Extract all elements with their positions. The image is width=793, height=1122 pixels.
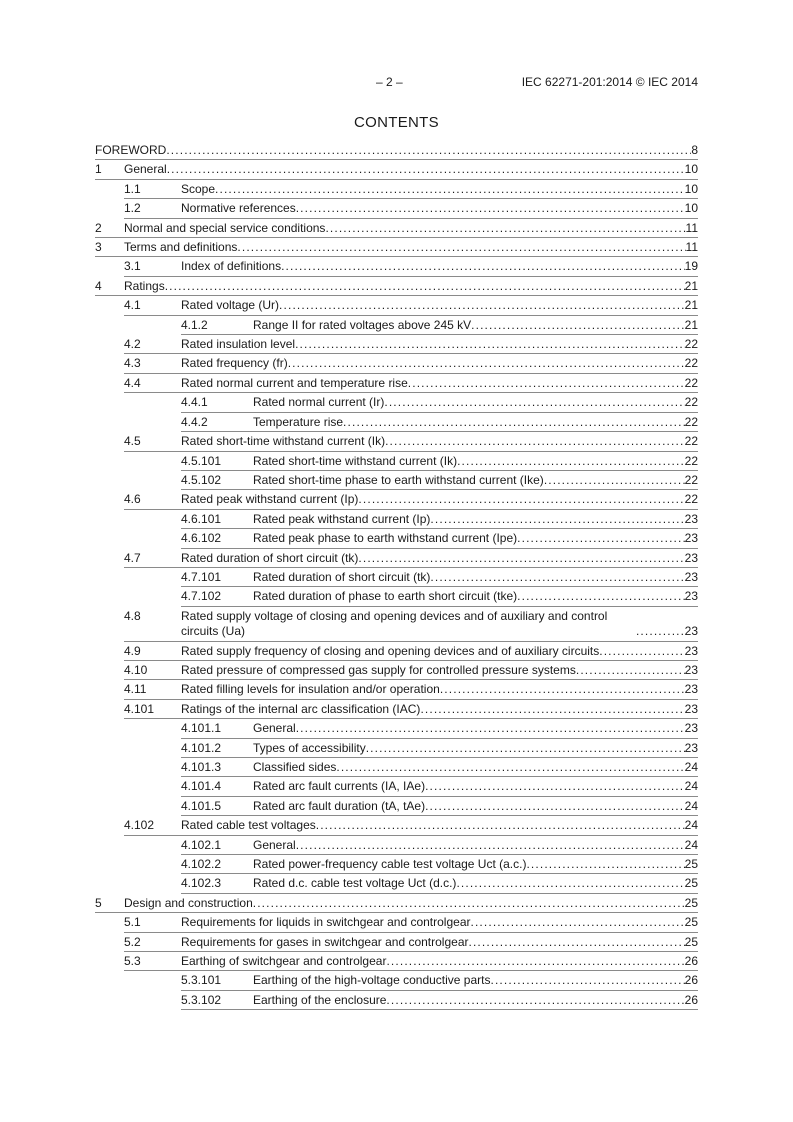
toc-entry[interactable]: [95, 874, 698, 893]
toc-entry-page: 25: [684, 895, 698, 910]
toc-entry-number: 4.6.101: [181, 511, 222, 526]
dot-leader: [343, 415, 685, 430]
toc-entry-page: 25: [684, 857, 698, 872]
dot-leader: [279, 298, 685, 313]
toc-entry-page: 8: [691, 143, 698, 157]
toc-entry[interactable]: [95, 661, 698, 680]
toc-entry-title: Terms and definitions: [124, 240, 238, 255]
toc-entry[interactable]: [95, 180, 698, 199]
toc-entry-title: Rated duration of short circuit (tk): [181, 550, 359, 565]
toc-entry[interactable]: [95, 991, 698, 1010]
toc-entry-number: 4.101.4: [181, 779, 222, 794]
toc-entry[interactable]: [95, 642, 698, 661]
toc-entry-title: Earthing of the enclosure: [253, 992, 387, 1007]
toc-entry-page: 21: [684, 298, 698, 313]
toc-entry-page: 24: [684, 760, 698, 774]
dot-leader: [599, 644, 684, 659]
toc-entry-number: 4.4.2: [181, 414, 208, 429]
dot-leader: [237, 240, 685, 255]
toc-entry-number: 4.101.5: [181, 798, 222, 813]
dot-leader: [517, 589, 685, 604]
dot-leader: [165, 279, 685, 294]
toc-entry-page: 24: [684, 779, 698, 794]
toc-entry-number: 4.2: [124, 337, 141, 352]
toc-entry[interactable]: [95, 374, 698, 393]
dot-leader: [288, 356, 685, 371]
toc-entry-title: Earthing of switchgear and controlgear: [181, 954, 387, 969]
toc-entry[interactable]: [95, 160, 698, 179]
dot-leader: [358, 492, 684, 507]
toc-entry-title: Rated supply frequency of closing and opening devices and of auxiliary circuits: [181, 643, 600, 658]
toc-entry-title: Classified sides: [253, 760, 337, 774]
toc-entry-page: 23: [684, 740, 698, 755]
dot-leader: [456, 876, 684, 891]
toc-entry[interactable]: [95, 316, 698, 335]
toc-entry-number: 4: [95, 278, 102, 293]
toc-entry-page: 23: [684, 569, 698, 584]
toc-entry-title: FOREWORD: [95, 143, 167, 157]
dot-leader: [358, 551, 684, 566]
toc-entry-number: 4.102.2: [181, 857, 222, 872]
dot-leader: [440, 682, 685, 697]
contents-title: CONTENTS: [354, 114, 439, 131]
dot-leader: [296, 201, 685, 216]
dot-leader: [281, 259, 685, 274]
toc-entry-number: 4.7: [124, 550, 141, 565]
toc-entry-number: 4.10: [124, 662, 148, 677]
toc-entry-page: 19: [684, 259, 698, 274]
toc-entry-page: 23: [684, 589, 698, 604]
toc-entry-page: 22: [684, 492, 698, 507]
toc-entry-page: 11: [685, 220, 698, 235]
document-id: IEC 62271-201:2014 © IEC 2014: [521, 75, 698, 89]
dot-leader: [385, 434, 685, 449]
toc-entry-number: 4.5.102: [181, 472, 222, 487]
toc-entry-number: 4.101.3: [181, 760, 222, 774]
dot-leader: [526, 857, 684, 872]
dot-leader: [468, 935, 684, 950]
toc-entry-title: Earthing of the high-voltage conductive parts: [253, 973, 491, 988]
toc-entry-title: Range II for rated voltages above 245 kV: [253, 317, 472, 332]
toc-entry[interactable]: [95, 393, 698, 412]
toc-entry-number: 5.3: [124, 954, 141, 969]
toc-entry-number: 4.9: [124, 643, 141, 658]
toc-entry-number: 5.1: [124, 915, 141, 930]
toc-entry-title: Rated arc fault currents (IA, IAe): [253, 779, 426, 794]
toc-entry[interactable]: [95, 277, 698, 296]
toc-entry-title: Requirements for gases in switchgear and controlgear: [181, 934, 469, 949]
dot-leader: [386, 993, 684, 1008]
toc-entry[interactable]: [95, 952, 698, 971]
toc-entry-title: Temperature rise: [253, 414, 344, 429]
toc-entry-number: 4.7.101: [181, 569, 222, 584]
toc-entry[interactable]: [95, 296, 698, 315]
toc-entry-page: 23: [684, 721, 698, 736]
toc-entry[interactable]: [95, 257, 698, 276]
dot-leader: [430, 512, 684, 527]
toc-entry-number: 5.3.102: [181, 992, 222, 1007]
toc-entry-number: 5: [95, 895, 102, 910]
toc-entry-page: 26: [684, 992, 698, 1007]
toc-entry[interactable]: [95, 199, 698, 218]
toc-entry-title: Index of definitions: [181, 259, 282, 274]
toc-entry-title: Normative references: [181, 201, 296, 216]
dot-leader: [325, 221, 685, 236]
toc-entry-number: 1.1: [124, 181, 141, 196]
toc-entry-number: 4.102.3: [181, 876, 222, 891]
toc-entry[interactable]: [95, 836, 698, 855]
dot-leader: [253, 896, 685, 911]
toc-entry-page: 24: [684, 837, 698, 852]
toc-entry[interactable]: [95, 758, 698, 777]
toc-entry-number: 4.4.1: [181, 395, 208, 410]
toc-entry-number: 2: [95, 220, 102, 235]
toc-entry-number: 4.3: [124, 356, 141, 371]
toc-entry-number: 4.101: [124, 701, 155, 716]
toc-entry[interactable]: [95, 680, 698, 699]
toc-entry-title: Design and construction: [124, 895, 253, 910]
dot-leader: [366, 741, 685, 756]
toc-entry-number: 4.7.102: [181, 589, 222, 604]
toc-entry-number: 4.1: [124, 298, 141, 313]
toc-entry-title: Requirements for liquids in switchgear and controlgear: [181, 915, 471, 930]
toc-entry-page: 10: [684, 201, 698, 216]
toc-entry-page: 25: [684, 876, 698, 891]
toc-entry-title: Rated normal current (Ir): [253, 395, 385, 410]
toc-entry-title: Rated peak withstand current (Ip): [181, 492, 359, 507]
toc-entry-page: 26: [684, 973, 698, 988]
toc-entry[interactable]: [95, 471, 698, 490]
toc-entry-number: 4.5: [124, 434, 141, 449]
toc-entry-title: Ratings of the internal arc classification (IAC): [181, 701, 421, 716]
toc-entry[interactable]: [95, 354, 698, 373]
dot-leader: [636, 624, 685, 639]
table-of-contents: [95, 141, 698, 1010]
dot-leader: [544, 473, 685, 488]
page-header: [95, 75, 698, 93]
toc-entry[interactable]: [95, 894, 698, 913]
toc-entry-number: 4.102: [124, 818, 155, 833]
toc-entry-title: Rated d.c. cable test voltage Uct (d.c.): [253, 876, 457, 891]
toc-entry[interactable]: [95, 452, 698, 471]
toc-entry-page: 23: [684, 511, 698, 526]
dot-leader: [386, 954, 684, 969]
toc-entry[interactable]: [95, 797, 698, 816]
toc-entry[interactable]: [95, 219, 698, 238]
toc-entry-title: Rated peak phase to earth withstand current (Ipe): [253, 531, 518, 546]
toc-entry-number: 4.6.102: [181, 531, 222, 546]
toc-entry[interactable]: [95, 739, 698, 758]
toc-entry-page: 10: [684, 181, 698, 196]
toc-entry-page: 22: [684, 414, 698, 429]
toc-entry-page: 23: [684, 550, 698, 565]
toc-entry[interactable]: [95, 549, 698, 568]
dot-leader: [384, 395, 684, 410]
toc-entry-page: 24: [684, 818, 698, 833]
toc-entry-title: Rated short-time withstand current (Ik): [181, 434, 386, 449]
toc-entry-number: 4.102.1: [181, 837, 222, 852]
toc-entry[interactable]: [95, 777, 698, 796]
dot-leader: [576, 663, 685, 678]
toc-entry[interactable]: [95, 607, 698, 642]
toc-entry-page: 23: [684, 624, 698, 639]
toc-entry[interactable]: [95, 335, 698, 354]
toc-entry-page: 23: [684, 662, 698, 677]
toc-entry[interactable]: [95, 933, 698, 952]
toc-entry-number: 4.11: [124, 682, 147, 697]
toc-entry-number: 4.5.101: [181, 453, 222, 468]
toc-entry-page: 22: [684, 356, 698, 371]
toc-entry-page: 10: [684, 162, 698, 177]
dot-leader: [430, 570, 684, 585]
dot-leader: [215, 182, 685, 197]
toc-entry[interactable]: [95, 971, 698, 990]
toc-entry-number: 4.101.1: [181, 721, 222, 736]
toc-entry-page: 11: [685, 240, 698, 255]
toc-entry[interactable]: [95, 413, 698, 432]
toc-entry-page: 22: [684, 472, 698, 487]
toc-entry[interactable]: [95, 568, 698, 587]
toc-entry-title: Rated short-time phase to earth withstand current (Ike): [253, 472, 544, 487]
toc-entry[interactable]: [95, 855, 698, 874]
toc-entry-page: 22: [684, 434, 698, 449]
toc-entry-number: 3: [95, 240, 102, 255]
toc-entry-page: 23: [684, 682, 698, 697]
toc-entry[interactable]: [95, 141, 698, 160]
toc-entry-number: 4.6: [124, 492, 141, 507]
toc-entry-page: 23: [684, 531, 698, 546]
toc-entry-number: 5.3.101: [181, 973, 222, 988]
toc-entry-title: Rated power-frequency cable test voltage Uct (a.c.): [253, 857, 527, 872]
toc-entry-title: General: [253, 721, 296, 736]
toc-entry[interactable]: [95, 700, 698, 719]
toc-entry-title: Rated duration of short circuit (tk): [253, 569, 431, 584]
toc-entry-page: 21: [684, 317, 698, 332]
toc-entry-title: Rated pressure of compressed gas supply for controlled pressure systems: [181, 662, 576, 677]
toc-entry-title: Rated short-time withstand current (Ik): [253, 453, 458, 468]
toc-entry[interactable]: [95, 719, 698, 738]
dot-leader: [425, 779, 685, 794]
toc-entry[interactable]: [95, 490, 698, 509]
dot-leader: [316, 818, 685, 833]
toc-entry-title: Rated peak withstand current (Ip): [253, 511, 431, 526]
toc-entry-number: 1.2: [124, 201, 141, 216]
toc-entry-number: 4.4: [124, 375, 141, 390]
toc-entry-title: Rated supply voltage of closing and opening devices and of auxiliary and control circuits (Ua): [181, 608, 611, 639]
toc-entry-page: 22: [684, 453, 698, 468]
dot-leader: [420, 702, 684, 717]
toc-entry-number: 4.1.2: [181, 317, 208, 332]
dot-leader: [470, 915, 684, 930]
dot-leader: [295, 337, 685, 352]
dot-leader: [167, 162, 685, 177]
toc-entry-page: 23: [684, 643, 698, 658]
toc-entry-title: Rated voltage (Ur): [181, 298, 280, 313]
toc-entry-page: 22: [684, 375, 698, 390]
toc-entry[interactable]: [95, 529, 698, 548]
toc-entry[interactable]: [95, 816, 698, 835]
toc-entry-title: Rated cable test voltages: [181, 818, 316, 833]
dot-leader: [296, 721, 685, 736]
toc-entry-page: 21: [684, 278, 698, 293]
toc-entry-title: General: [124, 162, 167, 177]
dot-leader: [490, 973, 684, 988]
toc-entry-number: 4.8: [124, 608, 141, 623]
toc-entry-title: Rated arc fault duration (tA, tAe): [253, 798, 426, 813]
page-number: – 2 –: [376, 75, 403, 89]
dot-leader: [457, 454, 685, 469]
toc-entry-title: Scope: [181, 181, 216, 196]
toc-entry-title: Rated filling levels for insulation and/or operation: [181, 682, 440, 697]
dot-leader: [166, 143, 691, 158]
toc-entry[interactable]: [95, 510, 698, 529]
toc-entry-title: Ratings: [124, 278, 165, 293]
dot-leader: [471, 318, 685, 333]
toc-entry-page: 24: [684, 798, 698, 813]
toc-entry-title: Rated duration of phase to earth short circuit (tke): [253, 589, 518, 604]
toc-entry-number: 3.1: [124, 259, 141, 274]
toc-entry-title: Types of accessibility: [253, 740, 366, 755]
toc-entry-title: Normal and special service conditions: [124, 220, 326, 235]
toc-entry-page: 25: [684, 934, 698, 949]
toc-entry-page: 25: [684, 915, 698, 930]
toc-entry[interactable]: [95, 913, 698, 932]
toc-entry[interactable]: [95, 587, 698, 606]
toc-entry-page: 23: [684, 701, 698, 716]
toc-entry-page: 22: [684, 395, 698, 410]
toc-entry[interactable]: [95, 432, 698, 451]
toc-entry-title: General: [253, 837, 296, 852]
toc-entry-title: Rated normal current and temperature rise: [181, 375, 408, 390]
toc-entry-page: 22: [684, 337, 698, 352]
toc-entry-number: 4.101.2: [181, 740, 222, 755]
dot-leader: [408, 376, 685, 391]
toc-entry-number: 1: [95, 162, 102, 177]
toc-entry-page: 26: [684, 954, 698, 969]
toc-entry-title: Rated frequency (fr): [181, 356, 288, 371]
dot-leader: [336, 760, 684, 775]
toc-entry[interactable]: [95, 238, 698, 257]
toc-entry-title: Rated insulation level: [181, 337, 296, 352]
dot-leader: [517, 531, 684, 546]
toc-entry-number: 5.2: [124, 934, 141, 949]
dot-leader: [296, 838, 685, 853]
dot-leader: [425, 799, 685, 814]
